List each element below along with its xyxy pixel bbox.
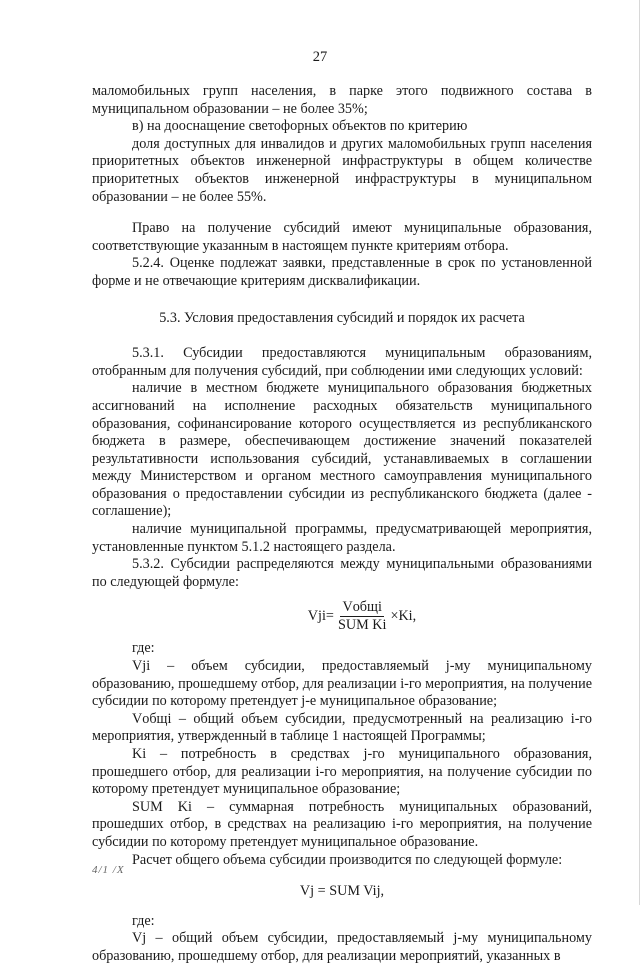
paragraph: 5.3.1. Субсидии предоставляются муниципальным образованиям, отобранным для получения субсидий, при соблюдении ими следующих условий: <box>92 345 592 379</box>
section-title: 5.3. Условия предоставления субсидий и порядок их расчета <box>159 309 525 326</box>
footer-mark: 4/1 /Х <box>92 864 125 876</box>
paragraph: Vобщi – общий объем субсидии, предусмотренный на реализацию i-го мероприятия, утвержденный в таблице 1 настоящей Программы; <box>92 710 592 745</box>
formula-lhs: Vji= <box>307 607 334 624</box>
paragraph: доля доступных для инвалидов и других маломобильных групп населения приоритетных объектов инженерной инфраструктуры в общем количестве приоритетных объектов инженерной инфраструктуры в муниципальном образовании – не более 55%. <box>92 135 592 205</box>
paragraph: Право на получение субсидий имеют муниципальные образования, соответствующие указанным в настоящем пункте критериям отбора. <box>92 220 592 254</box>
formula-fraction <box>336 599 389 634</box>
total-subsidy-formula: Vj = SUM Vij, <box>299 883 385 900</box>
paragraph: Ki – потребность в средствах j-го муниципального образования, прошедшего отбор, для реализации i-го мероприятия, на получение субсидии по которому претендует муниципальное образование; <box>92 746 592 798</box>
paragraph: SUM Ki – суммарная потребность муниципальных образований, прошедших отбор, в средствах на реализацию i-го мероприятия, на получение субсидии по которому претендует муниципальное образование. <box>92 798 592 850</box>
paragraph: в) на дооснащение светофорных объектов по критерию <box>132 118 468 135</box>
paragraph: 5.2.4. Оценке подлежат заявки, представленные в срок по установленной форме и не отвечающие критериям дисквалификации. <box>92 255 592 289</box>
formula-numerator: Vобщi <box>342 598 382 615</box>
where-label: где: <box>132 640 155 657</box>
page-number: 27 <box>312 49 328 65</box>
paragraph: 5.3.2. Субсидии распределяются между муниципальными образованиями по следующей формуле: <box>92 556 592 590</box>
paragraph: Vj – общий объем субсидии, предоставляемый j-му муниципальному образованию, прошедшему отбор, для реализации мероприятий, указанных в <box>92 930 592 964</box>
paragraph: маломобильных групп населения, в парке этого подвижного состава в муниципальном образовании – не более 35%; <box>92 83 592 117</box>
formula-rhs: ×Ki, <box>390 607 417 624</box>
subsidy-formula <box>132 596 592 636</box>
paragraph: наличие муниципальной программы, предусматривающей мероприятия, установленные пунктом 5.1.2 настоящего раздела. <box>92 521 592 555</box>
paragraph: наличие в местном бюджете муниципального образования бюджетных ассигнований на исполнение расходных обязательств муниципального образования, софинансирование которого осуществляется из республиканского бюджета в размере, обеспечивающем достижение значений показателей результативности использования субсидий, устанавливаемых в соглашении между Министерством и органом местного самоуправления муниципального образования о предоставлении субсидии из республиканского бюджета (далее - соглашение); <box>92 380 592 520</box>
paragraph: Vji – объем субсидии, предоставляемый j-му муниципальному образованию, прошедшему отбор, для реализации i-го мероприятия, на получение субсидии по которому претендует j-е муниципальное образование; <box>92 658 592 710</box>
where-label: где: <box>132 912 155 929</box>
formula-denominator: SUM Ki <box>337 616 387 633</box>
document-body <box>92 83 592 966</box>
paragraph: Расчет общего объема субсидии производится по следующей формуле: <box>132 851 563 868</box>
